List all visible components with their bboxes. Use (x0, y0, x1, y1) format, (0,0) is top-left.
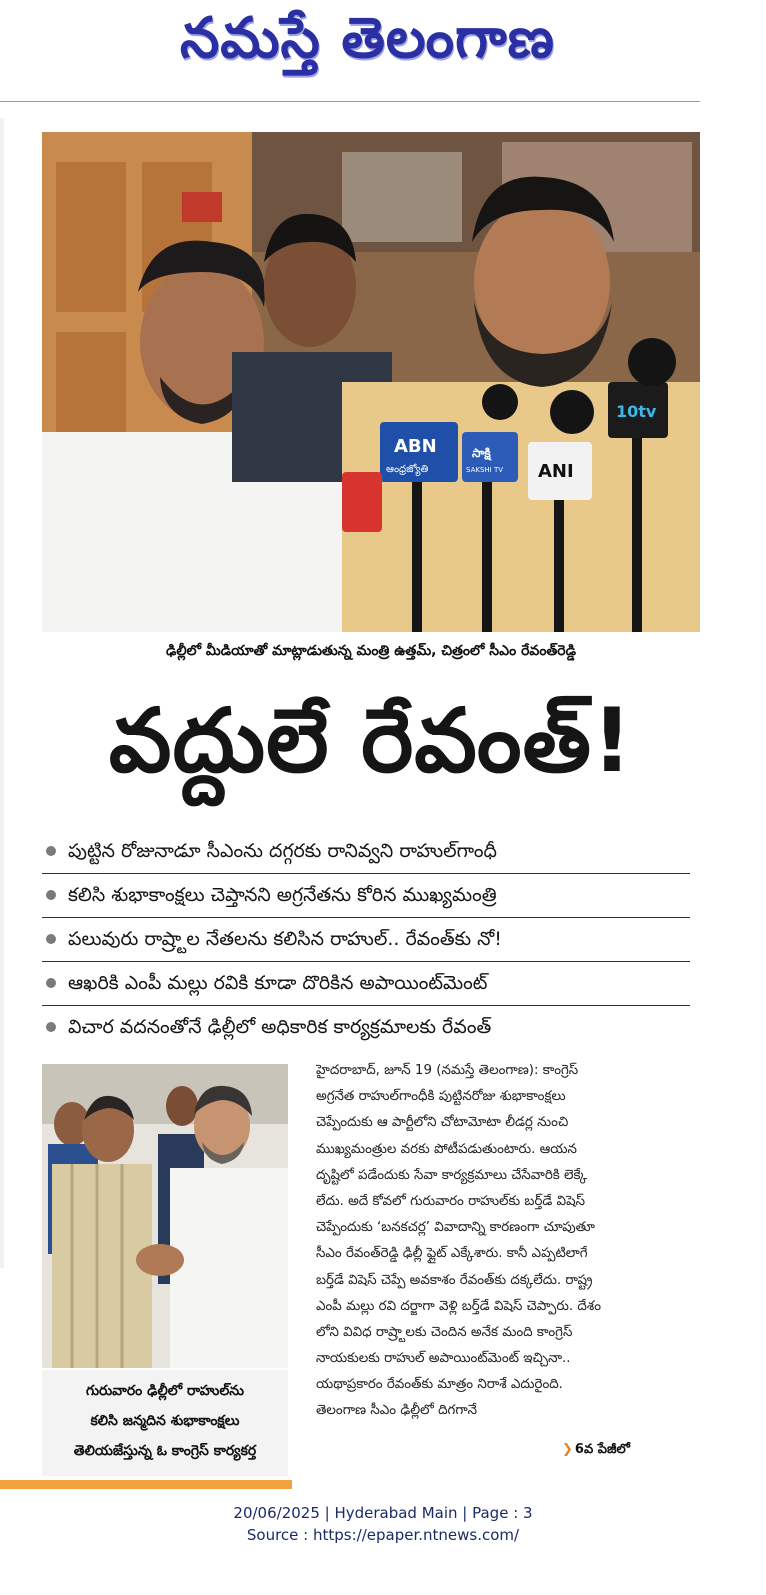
bullet-item (42, 874, 690, 918)
media-interaction-illustration (42, 132, 700, 632)
bullet-text: పలువురు రాష్ర్టాల నేతలను కలిసిన రాహుల్.. రేవంత్‌కు నో! (68, 928, 502, 950)
bullet-item (42, 830, 690, 874)
mic-sakshi-label: సాక్షి (472, 446, 491, 460)
bullet-text: కలిసి శుభాకాంక్షలు చెప్తానని అగ్రనేతను కోరిన ముఖ్యమంత్రి (68, 884, 497, 906)
article-line: ముఖ్యమంత్రుల వరకు పోటీపడుతుంటారు. ఆయన (316, 1141, 577, 1157)
article-line: బర్త్‌డే విషెస్ చెప్పే అవకాశం రేవంత్‌కు దక్కలేదు. రాష్ట్ర (316, 1272, 593, 1288)
arrow-right-icon: ❯ (562, 1442, 573, 1457)
continued-page-label: 6వ పేజీలో (574, 1442, 630, 1457)
article-line: హైదరాబాద్, జూన్ 19 (నమస్తే తెలంగాణ): కాంగ్రెస్ (316, 1063, 579, 1078)
masthead (0, 0, 700, 102)
page-margin-rule (0, 118, 4, 1268)
accent-divider (0, 1480, 292, 1489)
article-line: చెప్పేందుకు ఆ పార్టీలోని చోటామోటా లీడర్ల నుంచి (316, 1115, 569, 1131)
bullet-item (42, 1006, 690, 1050)
main-headline: వద్దులే రేవంత్! (108, 689, 634, 792)
caption-line: కలిసి జన్మదిన శుభాకాంక్షలు (90, 1413, 240, 1429)
article-line: అగ్రనేత రాహుల్‌గాంధీకి పుట్టినరోజు శుభాకాంక్షలు (316, 1089, 566, 1105)
continued-on-page-link[interactable] (562, 1442, 630, 1460)
bullet-text: విచార వదనంతోనే ఢిల్లీలో అధికారిక కార్యక్రమాలకు రేవంత్ (68, 1016, 492, 1038)
article-line: చెప్పేందుకు ‘బనకచర్ల’ వివాదాన్ని కారణంగా చూపుతూ (316, 1220, 596, 1236)
mic-abn-sublabel: ఆంధ్రజ్యోతి (386, 464, 429, 475)
article-line: లేదు. అదే కోవలో గురువారం రాహుల్‌కు బర్త్‌డే విషెస్ (316, 1193, 586, 1209)
article-line: ఎంపీ మల్లు రవి దర్జాగా వెళ్లి బర్త్‌డే విషెస్ చెప్పారు. దేశం (316, 1298, 602, 1314)
edition-info: 20/06/2025 | Hyderabad Main | Page : 3 (233, 1504, 533, 1522)
article-line: సీఎం రేవంత్‌రెడ్డి ఢిల్లీ ఫ్లైట్ ఎక్కేశారు. కానీ ఎప్పటిలాగే (316, 1246, 588, 1262)
caption-line: గురువారం ఢిల్లీలో రాహుల్‌ను (86, 1383, 244, 1399)
article-body (316, 1058, 700, 1425)
mic-abn-label: ABN (394, 436, 437, 457)
bullet-text: పుట్టిన రోజునాడూ సీఎంను దగ్గరకు రానివ్వని రాహుల్‌గాంధీ (68, 840, 497, 862)
bottom-news-photo (42, 1064, 288, 1368)
epaper-footer (0, 1502, 766, 1546)
highlight-bullets (42, 830, 690, 1050)
bullet-dot-icon (46, 846, 56, 856)
bottom-photo-caption (42, 1370, 288, 1476)
mic-10tv-label: 10tv (616, 402, 657, 421)
mic-ani-label: ANI (538, 461, 574, 482)
top-photo-caption: ఢిల్లీలో మీడియాతో మాట్లాడుతున్న మంత్రి ఉత్తమ్, చిత్రంలో సీఎం రేవంత్‌రెడ్డి (166, 643, 576, 659)
bullet-dot-icon (46, 978, 56, 988)
top-news-photo (42, 132, 700, 632)
article-line: దృష్టిలో పడేందుకు సేవా కార్యక్రమాలు చేసేవారికి లెక్కే (316, 1167, 587, 1183)
mic-sakshi-sublabel: SAKSHI TV (466, 466, 504, 474)
bullet-dot-icon (46, 934, 56, 944)
article-line: తెలంగాణ సీఎం ఢిల్లీలో దిగగానే (316, 1403, 478, 1419)
newspaper-logo: నమస్తే తెలంగాణ (180, 6, 555, 71)
bullet-dot-icon (46, 890, 56, 900)
bullet-text: ఆఖరికి ఎంపీ మల్లు రవికి కూడా దొరికిన అపాయింట్‌మెంట్ (68, 972, 488, 994)
article-line: నాయకులకు రాహుల్ అపాయింట్‌మెంట్ ఇచ్చినా.. (316, 1351, 571, 1367)
bullet-item (42, 918, 690, 962)
source-link[interactable]: Source : https://epaper.ntnews.com/ (246, 1526, 520, 1544)
bullet-item (42, 962, 690, 1006)
article-line: యథాప్రకారం రేవంత్‌కు మాత్రం నిరాశే ఎదురైంది. (316, 1377, 563, 1393)
caption-line: తెలియజేస్తున్న ఓ కాంగ్రెస్ కార్యకర్త (73, 1443, 257, 1459)
handshake-illustration (42, 1064, 288, 1368)
article-line: లోని వివిధ రాష్ర్టాలకు చెందిన అనేక మంది కాంగ్రెస్ (316, 1324, 573, 1340)
bullet-dot-icon (46, 1022, 56, 1032)
